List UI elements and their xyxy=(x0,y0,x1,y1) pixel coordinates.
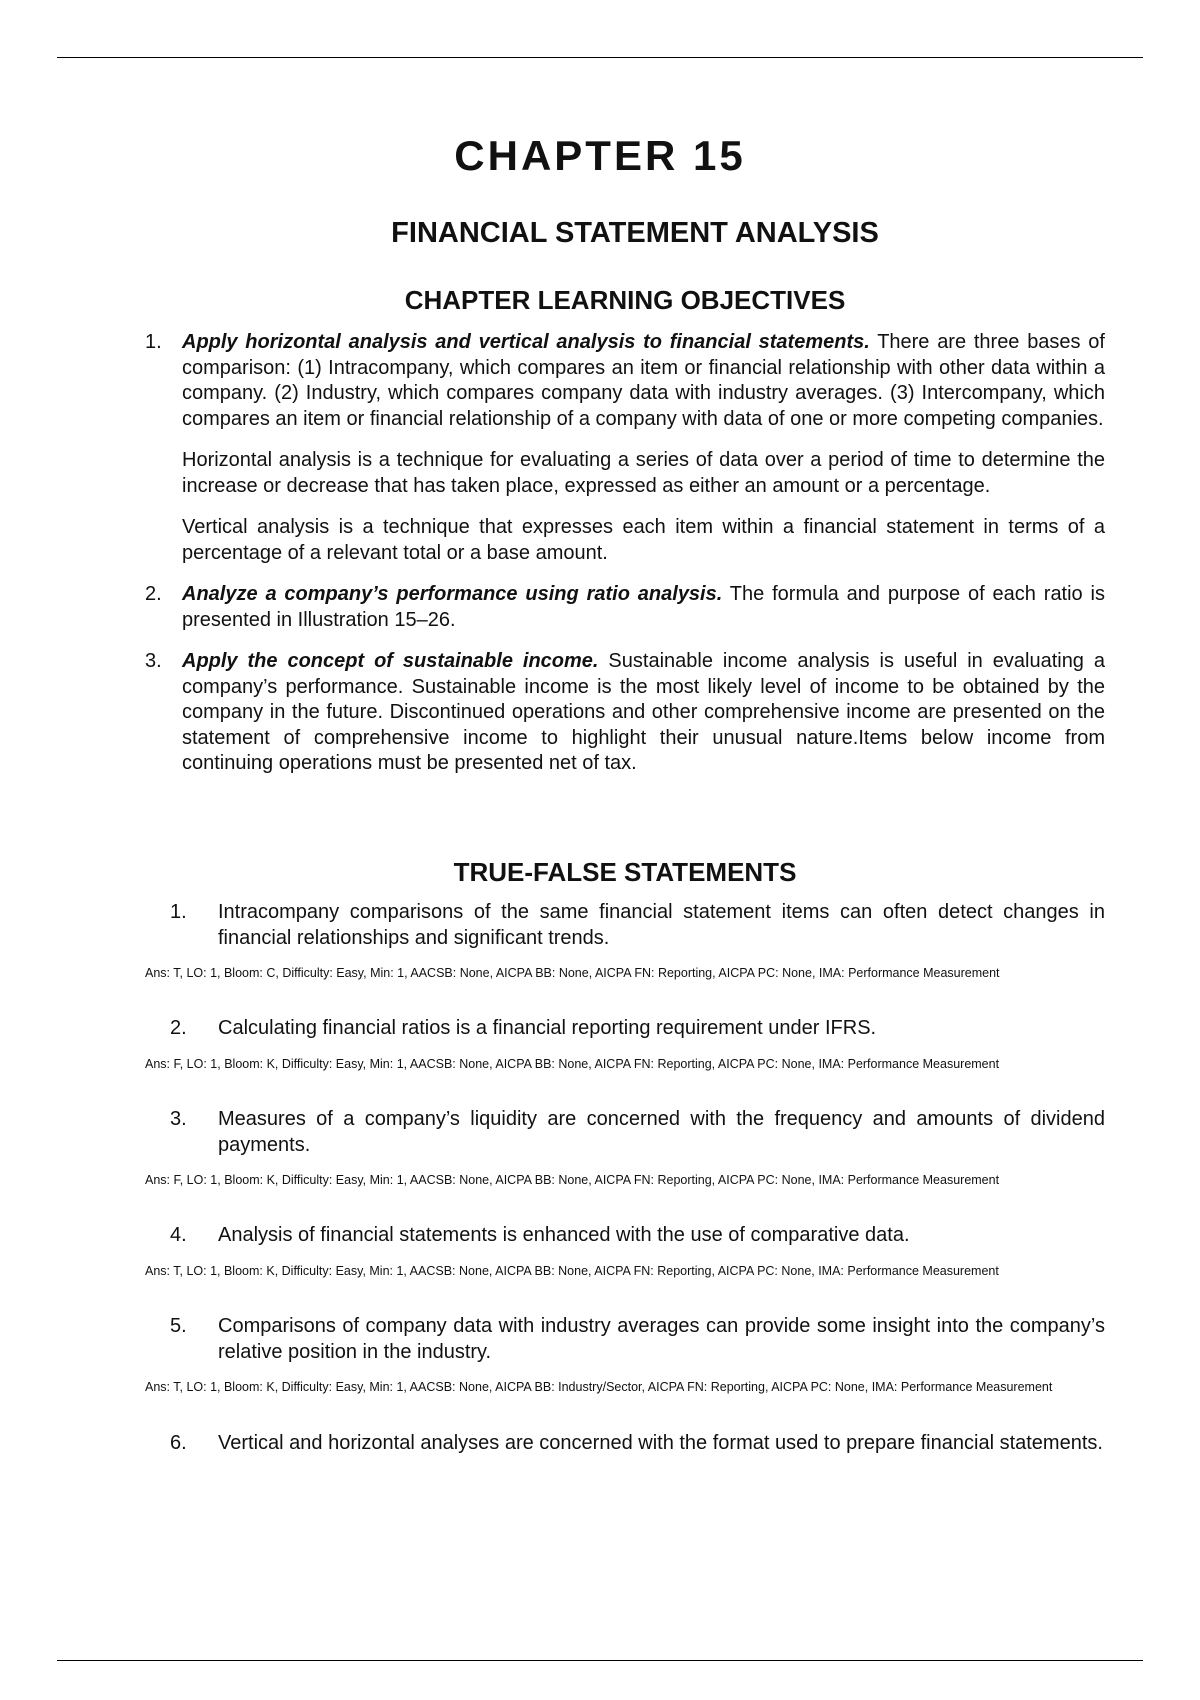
answer-key: Ans: T, LO: 1, Bloom: K, Difficulty: Easy, Min: 1, AACSB: None, AICPA BB: Industry/Sector, AICPA FN: Reporting, AICPA PC: None, IMA: Performance Measurement xyxy=(145,1380,1053,1394)
objective-text: Sustainable income analysis is useful in evaluating a company’s performance. Sustainable income is the most likely level of income to be obtained by the company in the future. Discontinued operations and other comprehensive income are presented on the statement of comprehensive income to highlight their unusual nature.Items below income from continuing operations must be presented net of tax. xyxy=(182,650,1106,774)
statement xyxy=(145,1107,1105,1158)
statement-text: Intracompany comparisons of the same financial statement items can often detect changes in financial relationships and significant trends. xyxy=(218,901,1105,949)
statement xyxy=(145,1314,1105,1365)
header-rule xyxy=(57,57,1143,58)
learning-objectives-heading: CHAPTER LEARNING OBJECTIVES xyxy=(404,285,846,315)
objective-paragraph xyxy=(182,649,1105,777)
true-false-item xyxy=(145,1431,1105,1457)
objective-number: 2. xyxy=(145,583,162,605)
objective-body xyxy=(182,582,1105,633)
true-false-item xyxy=(145,1223,1105,1279)
subject-title: FINANCIAL STATEMENT ANALYSIS xyxy=(391,217,879,249)
statement-text: Calculating financial ratios is a financial reporting requirement under IFRS. xyxy=(218,1017,877,1039)
true-false-heading: TRUE-FALSE STATEMENTS xyxy=(453,857,797,887)
statement-number: 6. xyxy=(170,1432,187,1454)
statement-number: 1. xyxy=(170,901,187,923)
answer-key: Ans: F, LO: 1, Bloom: K, Difficulty: Easy, Min: 1, AACSB: None, AICPA BB: None, AICPA FN: Reporting, AICPA PC: None, IMA: Performance Measurement xyxy=(145,1173,1000,1187)
statement xyxy=(145,1223,1105,1249)
statement-text: Comparisons of company data with industry averages can provide some insight into the company’s relative position in the industry. xyxy=(218,1315,1105,1363)
statement xyxy=(145,900,1105,951)
objective-heading: Apply the concept of sustainable income. xyxy=(182,650,599,672)
objective-number: 1. xyxy=(145,331,162,353)
statement xyxy=(145,1431,1105,1457)
learning-objectives-list xyxy=(145,330,1105,793)
objective-number: 3. xyxy=(145,650,162,672)
objective-text: There are three bases of comparison: (1) Intracompany, which compares an item or financial relationship with other data within a company. (2) Industry, which compares company data with industry averages. (3) Intercompany, which compares an item or financial relationship of a company with data of one or more competing companies. xyxy=(182,331,1105,430)
chapter-title: CHAPTER 15 xyxy=(454,132,746,179)
statement-text: Vertical and horizontal analyses are concerned with the format used to prepare financial statements. xyxy=(218,1432,1103,1454)
objective-text: The formula and purpose of each ratio is presented in Illustration 15–26. xyxy=(182,583,1105,631)
objective-paragraph: Horizontal analysis is a technique for evaluating a series of data over a period of time to determine the increase or decrease that has taken place, expressed as either an amount or a percentage. xyxy=(182,449,1105,497)
objective-heading: Analyze a company’s performance using ratio analysis. xyxy=(182,583,723,605)
statement-text: Measures of a company’s liquidity are concerned with the frequency and amounts of dividend payments. xyxy=(218,1108,1105,1156)
objective-paragraph: Vertical analysis is a technique that expresses each item within a financial statement in terms of a percentage of a relevant total or a base amount. xyxy=(182,516,1105,564)
answer-key: Ans: T, LO: 1, Bloom: C, Difficulty: Easy, Min: 1, AACSB: None, AICPA BB: None, AICPA FN: Reporting, AICPA PC: None, IMA: Performance Measurement xyxy=(145,966,1000,980)
answer-key: Ans: F, LO: 1, Bloom: K, Difficulty: Easy, Min: 1, AACSB: None, AICPA BB: None, AICPA FN: Reporting, AICPA PC: None, IMA: Performance Measurement xyxy=(145,1056,1000,1071)
true-false-item xyxy=(145,900,1105,981)
statement-text: Analysis of financial statements is enhanced with the use of comparative data. xyxy=(218,1224,910,1246)
objective-item xyxy=(145,582,1105,633)
true-false-item xyxy=(145,1016,1105,1072)
objective-heading: Apply horizontal analysis and vertical analysis to financial statements. xyxy=(182,331,870,353)
true-false-item xyxy=(145,1107,1105,1188)
objective-paragraph xyxy=(182,582,1105,633)
objective-body xyxy=(182,649,1105,777)
answer-key: Ans: T, LO: 1, Bloom: K, Difficulty: Easy, Min: 1, AACSB: None, AICPA BB: None, AICPA FN: Reporting, AICPA PC: None, IMA: Performance Measurement xyxy=(145,1263,999,1278)
objective-paragraph xyxy=(182,330,1105,432)
statement-number: 3. xyxy=(170,1108,187,1130)
objective-item xyxy=(145,649,1105,777)
objective-item xyxy=(145,330,1105,566)
footer-rule xyxy=(57,1660,1143,1661)
statement-number: 2. xyxy=(170,1017,187,1039)
statement xyxy=(145,1016,1105,1042)
statement-number: 4. xyxy=(170,1224,187,1246)
statement-number: 5. xyxy=(170,1315,187,1337)
true-false-item xyxy=(145,1314,1105,1395)
objective-body xyxy=(182,330,1105,566)
